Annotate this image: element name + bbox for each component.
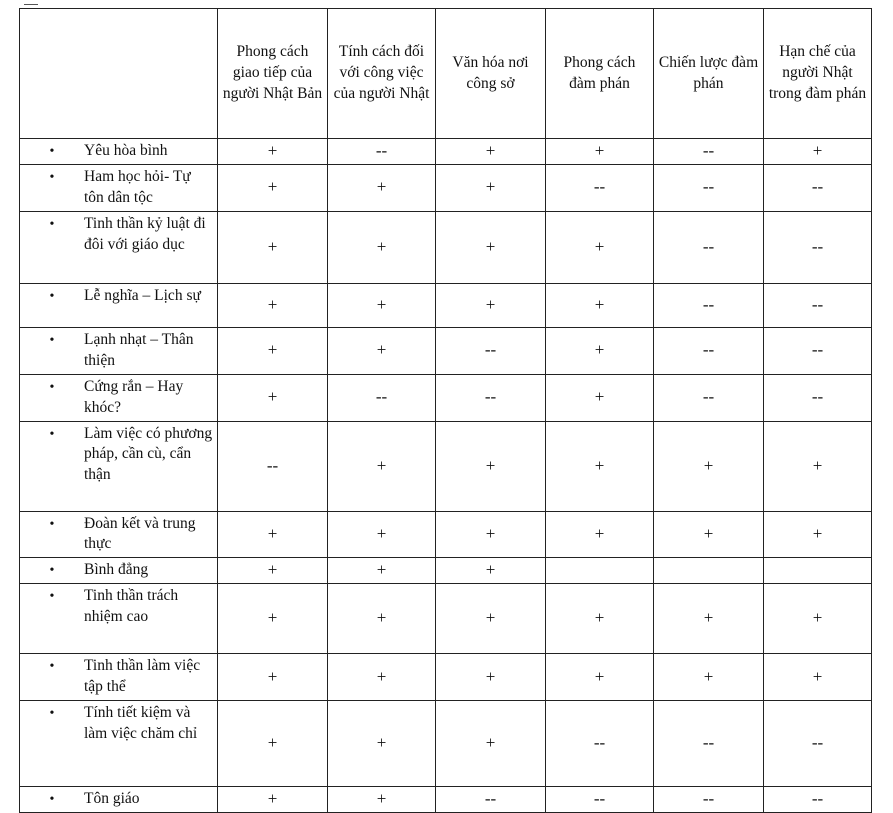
value-cell: -- xyxy=(764,211,872,283)
table-row xyxy=(20,421,872,511)
value-cell: + xyxy=(546,654,654,701)
value-cell: + xyxy=(436,511,546,558)
row-label-cell xyxy=(20,211,218,283)
header-cell: Hạn chế của người Nhật trong đàm phán xyxy=(764,9,872,139)
value-cell: + xyxy=(546,327,654,374)
table-row xyxy=(20,139,872,165)
value-cell: + xyxy=(218,787,328,813)
row-label: Tinh thần trách nhiệm cao xyxy=(84,587,179,626)
table-row xyxy=(20,327,872,374)
table-row xyxy=(20,558,872,584)
value-cell: + xyxy=(328,421,436,511)
row-label: Cứng rắn – Hay khóc? xyxy=(84,377,184,416)
row-label-cell xyxy=(20,327,218,374)
value-cell: -- xyxy=(654,211,764,283)
row-label-cell xyxy=(20,165,218,212)
bullet-icon: • xyxy=(49,563,55,579)
row-label: Tôn giáo xyxy=(84,790,140,808)
row-label: Lễ nghĩa – Lịch sự xyxy=(84,286,201,304)
bullet-icon: • xyxy=(49,144,55,159)
value-cell: -- xyxy=(654,327,764,374)
value-cell: + xyxy=(764,139,872,165)
value-cell xyxy=(654,558,764,584)
row-label-cell xyxy=(20,584,218,654)
bullet-icon: • xyxy=(49,706,55,722)
header-cell: Văn hóa nơi công sở xyxy=(436,9,546,139)
value-cell: -- xyxy=(654,374,764,421)
value-cell: -- xyxy=(654,283,764,327)
value-cell: -- xyxy=(654,165,764,212)
value-cell: + xyxy=(546,139,654,165)
row-label-cell xyxy=(20,511,218,558)
table-row xyxy=(20,511,872,558)
value-cell: -- xyxy=(436,327,546,374)
value-cell: + xyxy=(654,584,764,654)
value-cell: + xyxy=(218,374,328,421)
bullet-icon: • xyxy=(49,288,55,304)
value-cell: + xyxy=(546,374,654,421)
value-cell: + xyxy=(764,584,872,654)
value-cell: + xyxy=(764,421,872,511)
value-cell: + xyxy=(328,701,436,787)
row-label: Lạnh nhạt – Thân thiện xyxy=(84,330,194,369)
value-cell: + xyxy=(218,165,328,212)
value-cell: + xyxy=(328,211,436,283)
value-cell xyxy=(764,558,872,584)
value-cell: -- xyxy=(546,701,654,787)
value-cell: + xyxy=(328,511,436,558)
row-label: Tinh thần kỷ luật đi đôi với giáo dục xyxy=(84,214,206,253)
value-cell: + xyxy=(436,421,546,511)
row-label-cell xyxy=(20,139,218,165)
header-blank xyxy=(20,9,218,139)
bullet-icon: • xyxy=(49,659,55,675)
value-cell: + xyxy=(218,283,328,327)
value-cell: -- xyxy=(546,165,654,212)
value-cell: -- xyxy=(764,283,872,327)
value-cell: -- xyxy=(654,787,764,813)
header-cell: Tính cách đối với công việc của người Nhật xyxy=(328,9,436,139)
header-cell: Phong cách giao tiếp của người Nhật Bản xyxy=(218,9,328,139)
value-cell: + xyxy=(218,558,328,584)
table-row xyxy=(20,701,872,787)
value-cell: -- xyxy=(764,787,872,813)
table-row xyxy=(20,211,872,283)
value-cell: -- xyxy=(436,787,546,813)
value-cell: + xyxy=(546,421,654,511)
value-cell: -- xyxy=(654,701,764,787)
value-cell: + xyxy=(328,283,436,327)
bullet-icon: • xyxy=(49,516,55,532)
row-label-cell xyxy=(20,374,218,421)
value-cell: + xyxy=(654,511,764,558)
value-cell: + xyxy=(546,511,654,558)
row-label: Tinh thần làm việc tập thể xyxy=(84,657,201,696)
value-cell: + xyxy=(436,139,546,165)
value-cell: -- xyxy=(764,374,872,421)
value-cell: + xyxy=(436,165,546,212)
value-cell: + xyxy=(328,165,436,212)
table-row xyxy=(20,654,872,701)
value-cell: + xyxy=(218,211,328,283)
value-cell: + xyxy=(436,654,546,701)
value-cell: + xyxy=(328,787,436,813)
value-cell: -- xyxy=(328,374,436,421)
value-cell: + xyxy=(218,327,328,374)
value-cell: + xyxy=(436,584,546,654)
bullet-icon: • xyxy=(49,792,55,808)
row-label: Làm việc có phương pháp, cần cù, cẩn thận xyxy=(84,424,213,484)
value-cell: + xyxy=(218,654,328,701)
header-row xyxy=(20,9,872,139)
value-cell: + xyxy=(436,211,546,283)
row-label-cell xyxy=(20,654,218,701)
bullet-icon: • xyxy=(49,589,55,605)
value-cell: -- xyxy=(764,701,872,787)
value-cell: -- xyxy=(764,165,872,212)
table-row xyxy=(20,374,872,421)
row-label: Yêu hòa bình xyxy=(84,142,168,159)
value-cell: + xyxy=(328,327,436,374)
value-cell: + xyxy=(218,511,328,558)
value-cell: -- xyxy=(546,787,654,813)
corner-mark xyxy=(24,0,38,5)
value-cell: + xyxy=(764,511,872,558)
row-label: Bình đẳng xyxy=(84,561,149,579)
row-label-cell xyxy=(20,283,218,327)
value-cell: + xyxy=(546,584,654,654)
bullet-icon: • xyxy=(49,170,55,185)
value-cell: + xyxy=(218,701,328,787)
value-cell: -- xyxy=(436,374,546,421)
row-label: Tính tiết kiệm và làm việc chăm chỉ xyxy=(84,704,198,743)
header-cell: Chiến lược đàm phán xyxy=(654,9,764,139)
comparison-table xyxy=(19,8,872,813)
row-label-cell xyxy=(20,421,218,511)
value-cell: + xyxy=(328,654,436,701)
header-cell: Phong cách đàm phán xyxy=(546,9,654,139)
value-cell: + xyxy=(218,584,328,654)
value-cell: -- xyxy=(218,421,328,511)
table-row xyxy=(20,584,872,654)
value-cell xyxy=(546,558,654,584)
bullet-icon: • xyxy=(49,216,55,232)
row-label-cell xyxy=(20,558,218,584)
row-label-cell xyxy=(20,701,218,787)
value-cell: + xyxy=(436,558,546,584)
value-cell: + xyxy=(328,558,436,584)
value-cell: + xyxy=(436,701,546,787)
value-cell: + xyxy=(218,139,328,165)
value-cell: -- xyxy=(764,327,872,374)
value-cell: + xyxy=(654,421,764,511)
value-cell: -- xyxy=(654,139,764,165)
row-label: Đoàn kết và trung thực xyxy=(84,514,196,553)
value-cell: + xyxy=(546,283,654,327)
bullet-icon: • xyxy=(49,379,55,395)
bullet-icon: • xyxy=(49,426,55,442)
row-label: Ham học hỏi- Tự tôn dân tộc xyxy=(84,168,191,206)
value-cell: + xyxy=(654,654,764,701)
table-row xyxy=(20,283,872,327)
bullet-icon: • xyxy=(49,332,55,348)
table-row xyxy=(20,165,872,212)
value-cell: + xyxy=(546,211,654,283)
value-cell: + xyxy=(328,584,436,654)
value-cell: + xyxy=(436,283,546,327)
value-cell: -- xyxy=(328,139,436,165)
value-cell: + xyxy=(764,654,872,701)
